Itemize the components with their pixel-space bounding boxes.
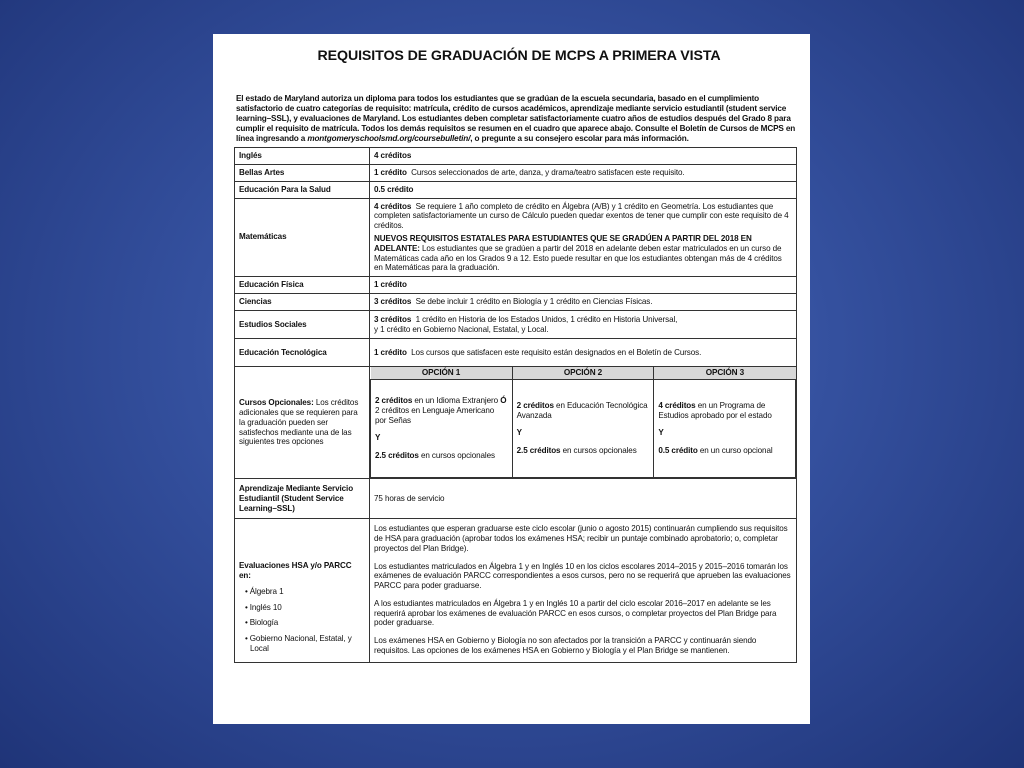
intro-tail: , o pregunte a su consejero escolar para más información. <box>470 133 689 143</box>
row-value-matematicas <box>370 198 797 277</box>
credit-value: 3 créditos <box>374 297 412 307</box>
hsa-paragraph-3: A los estudiantes matriculados en Álgebra 1 y en Inglés 10 a partir del ciclo escolar 2016–2017 en adelante se les requerirá aprobar los exámenes de evaluación PARCC en esos cursos, o completar proyectos del Plan Bridge para poder graduarse. <box>374 598 777 628</box>
option-1-text-2: en cursos opcionales <box>418 451 495 461</box>
list-item: • Inglés 10 <box>245 603 365 613</box>
row-label-ingles: Inglés <box>235 147 370 164</box>
credit-note-line2: y 1 crédito en Gobierno Nacional, Estatal, y Local. <box>374 324 549 334</box>
option-2-credits: 2 créditos <box>516 400 554 410</box>
credit-note: Se requiere 1 año completo de crédito en Álgebra (A/B) y 1 crédito en Geometría. Los estudiantes que completen satisfactoriamente un curso de Cálculo pueden quedar exentos de tener que cumplir con este requisito de 4 créditos. <box>374 201 789 231</box>
option-3-and: Y <box>658 428 664 438</box>
row-label-cursos-opcionales <box>235 367 370 479</box>
list-item: • Gobierno Nacional, Estatal, y Local <box>245 634 365 654</box>
list-item: • Biología <box>245 618 365 628</box>
new-requirements-text: Los estudiantes que se gradúen a partir del 2018 en adelante deben estar matriculados en un curso de Matemáticas cada año en los Grados 9 a 12. Esto puede resultar en que los estudiantes obtengan más de 4 créditos en Matemáticas para la graduación. <box>374 243 782 273</box>
options-cell <box>370 367 797 479</box>
row-label-educacion-tecnologica: Educación Tecnológica <box>235 339 370 367</box>
credit-note-line1: 1 crédito en Historia de los Estados Unidos, 1 crédito en Historia Universal, <box>415 314 678 324</box>
row-label-estudios-sociales: Estudios Sociales <box>235 311 370 339</box>
table-row <box>235 519 797 663</box>
table-row <box>235 164 797 181</box>
row-label-ssl: Aprendizaje Mediante Servicio Estudiantil (Student Service Learning–SSL) <box>235 479 370 519</box>
row-label-educacion-fisica: Educación Física <box>235 277 370 294</box>
hsa-paragraph-4: Los exámenes HSA en Gobierno y Biología no son afectados por la transición a PARCC y continuarán siendo requisitos. Las opciones de los exámenes HSA en Gobierno y Biología y el Plan Bridge se mantienen. <box>374 636 757 656</box>
table-row <box>235 367 797 479</box>
option-1-credits-2: 2.5 créditos <box>375 451 419 461</box>
intro-paragraph <box>236 94 796 144</box>
table-row <box>235 147 797 164</box>
credit-value: 4 créditos <box>374 201 412 211</box>
requirements-table <box>234 147 797 663</box>
credit-value: 1 crédito <box>374 167 407 177</box>
new-requirements-heading: NUEVOS REQUISITOS ESTATALES PARA ESTUDIANTES QUE SE GRADÚEN A PARTIR DEL 2018 EN ADELANTE: <box>374 233 752 253</box>
option-2-body <box>512 379 654 477</box>
hsa-paragraph-2: Los estudiantes matriculados en Álgebra 1 y en Inglés 10 en los ciclos escolares 2014–2015 y 2015–2016 tomarán los exámenes de evaluación PARCC correspondientes a esos cursos, pero no se requerirá que aprueben las evaluaciones PARCC para poder graduarse. <box>374 561 791 591</box>
row-value-bellas-artes <box>370 164 797 181</box>
table-row <box>235 181 797 198</box>
option-2-header: OPCIÓN 2 <box>512 367 654 379</box>
options-table <box>370 367 796 478</box>
option-3-body <box>654 379 796 477</box>
row-label-bellas-artes: Bellas Artes <box>235 164 370 181</box>
hsa-paragraph-1: Los estudiantes que esperan graduarse este ciclo escolar (junio o agosto 2015) continuarán cumpliendo sus requisitos de HSA para graduación (aprobar todos los exámenes HSA; recibir un puntaje combinado aprobatorio; o, completar proyectos del Plan Bridge). <box>374 524 788 553</box>
row-label-salud: Educación Para la Salud <box>235 181 370 198</box>
option-2-credits-2: 2.5 créditos <box>516 446 561 456</box>
row-label-hsa <box>235 519 370 663</box>
option-1-body <box>371 379 513 477</box>
credit-value: 4 créditos <box>374 150 412 160</box>
table-row <box>235 277 797 294</box>
option-1-header: OPCIÓN 1 <box>371 367 513 379</box>
credit-note: Cursos seleccionados de arte, danza, y drama/teatro satisfacen este requisito. <box>411 167 685 177</box>
document-page <box>213 34 810 724</box>
credit-value: 3 créditos <box>374 314 412 324</box>
table-row <box>235 339 797 367</box>
row-value-educacion-fisica <box>370 277 797 294</box>
credit-value: 1 crédito <box>374 347 407 357</box>
option-3-credits: 4 créditos <box>658 400 696 410</box>
option-2-text-2: en cursos opcionales <box>560 446 637 456</box>
option-2-text: en Educación Tecnológica Avanzada <box>516 400 648 420</box>
option-1-text: en un Idioma Extranjero <box>412 395 501 405</box>
option-3-header: OPCIÓN 3 <box>654 367 796 379</box>
row-label-matematicas: Matemáticas <box>235 198 370 277</box>
option-1-credits: 2 créditos <box>375 395 413 405</box>
table-row <box>235 479 797 519</box>
table-row <box>235 198 797 277</box>
page-title: REQUISITOS DE GRADUACIÓN DE MCPS A PRIMERA VISTA <box>317 48 721 64</box>
option-1-or: Ó <box>500 395 507 405</box>
row-label-ciencias: Ciencias <box>235 294 370 311</box>
option-3-text-2: en un curso opcional <box>697 446 773 456</box>
course-bulletin-link[interactable]: montgomeryschoolsmd.org/coursebulletin/ <box>307 133 471 143</box>
row-value-hsa <box>370 519 797 663</box>
option-1-and: Y <box>375 433 381 443</box>
label-bold: Cursos Opcionales: <box>239 398 314 408</box>
credit-value: 1 crédito <box>374 280 407 290</box>
row-value-ciencias <box>370 294 797 311</box>
row-value-educacion-tecnologica <box>370 339 797 367</box>
row-value-ingles <box>370 147 797 164</box>
hsa-list <box>239 587 365 654</box>
table-row <box>235 294 797 311</box>
option-2-and: Y <box>516 428 522 438</box>
hsa-label: Evaluaciones HSA y/o PARCC en: <box>239 561 352 580</box>
row-value-ssl: 75 horas de servicio <box>370 479 797 519</box>
credit-note: Los cursos que satisfacen este requisito están designados en el Boletín de Cursos. <box>411 347 702 357</box>
intro-text: El estado de Maryland autoriza un diploma para todos los estudiantes que se gradúan de la escuela secundaria, basado en el cumplimiento satisfactorio de cuatro categorías de requisito: matrícula, crédito de cursos académicos, aprendizaje mediante servicio estudiantil (student service learning–SSL), y evaluaciones de Maryland. Los estudiantes deben completar satisfactoriamente cuatro años de estudios después del Grado 8 para cumplir el requisito de matrícula. Todos los demás requisitos se resumen en el cuadro que aparece abajo. Consulte el Boletín de Cursos de MCPS en línea ingresando a <box>236 94 796 143</box>
credit-value: 0.5 crédito <box>374 184 414 194</box>
row-value-estudios-sociales <box>370 311 797 339</box>
option-1-alt: 2 créditos en Lenguaje Americano por Señas <box>375 405 495 425</box>
credit-note: Se debe incluir 1 crédito en Biología y 1 crédito en Ciencias Físicas. <box>415 297 653 307</box>
option-3-text: en un Programa de Estudios aprobado por el estado <box>658 400 772 420</box>
table-row <box>235 311 797 339</box>
list-item: • Álgebra 1 <box>245 587 365 597</box>
row-value-salud <box>370 181 797 198</box>
option-3-credits-2: 0.5 crédito <box>658 446 698 456</box>
label-rest: Los créditos adicionales que se requieren para la graduación pueden ser satisfechos mediante una de las siguientes tres opciones <box>239 398 359 447</box>
